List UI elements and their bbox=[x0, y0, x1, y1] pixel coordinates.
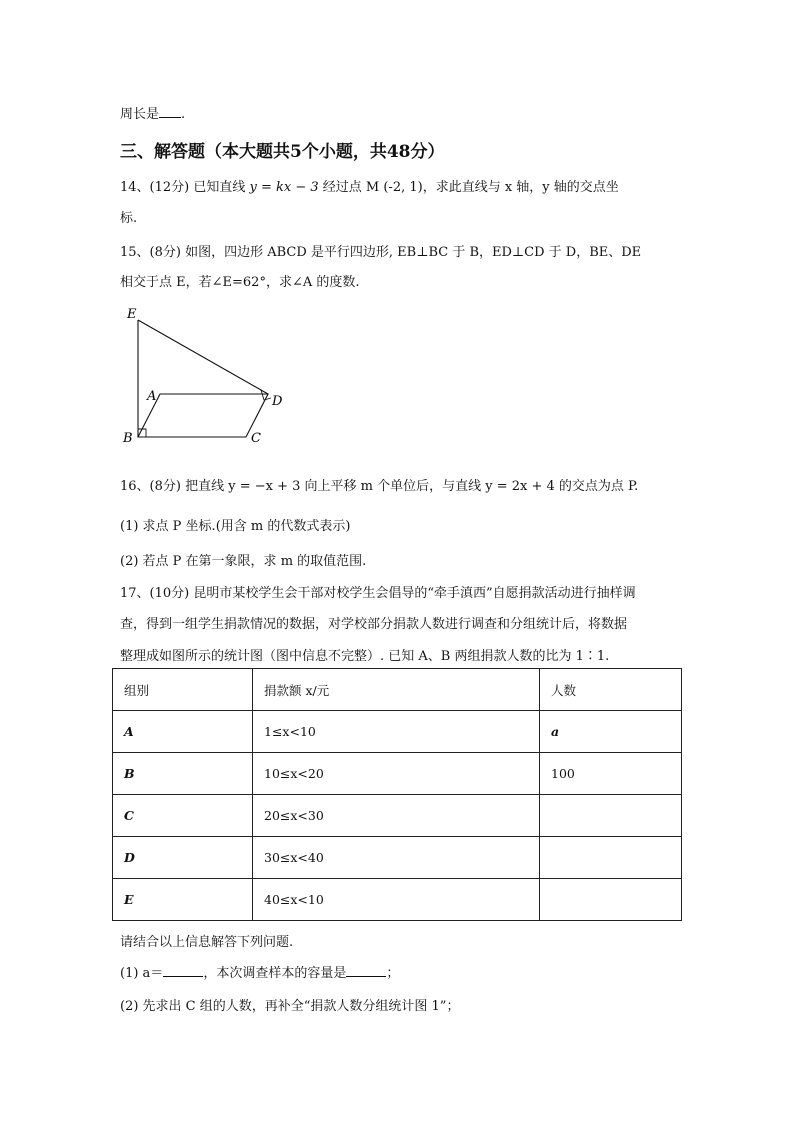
cell-amount: 40≤x<10 bbox=[253, 879, 540, 921]
q16-line1: 16、(8分) 把直线 y = −x + 3 向上平移 m 个单位后，与直线 y = 2x + 4 的交点为点 P. bbox=[120, 479, 639, 494]
header-count: 人数 bbox=[540, 669, 682, 711]
section-title: 三、解答题（本大题共5个小题，共48分） bbox=[120, 142, 445, 162]
label-D: D bbox=[272, 394, 283, 409]
cell-group: E bbox=[113, 879, 253, 921]
q17-line2: 查，得到一组学生捐款情况的数据，对学校部分捐款人数进行调查和分组统计后，将数据 bbox=[120, 617, 628, 632]
header-amount: 捐款额 x/元 bbox=[253, 669, 540, 711]
table-header-row bbox=[113, 669, 682, 711]
segment-ED bbox=[138, 320, 268, 394]
answer-blank-a[interactable] bbox=[163, 964, 203, 977]
q14-line1 bbox=[120, 176, 619, 195]
cell-amount: 10≤x<20 bbox=[253, 753, 540, 795]
after-table-line: 请结合以上信息解答下列问题. bbox=[120, 935, 294, 950]
parallelogram-figure bbox=[112, 300, 302, 450]
table-row bbox=[113, 879, 682, 921]
cell-group: D bbox=[113, 837, 253, 879]
donation-table bbox=[112, 668, 682, 921]
cell-amount: 1≤x<10 bbox=[253, 711, 540, 753]
label-C: C bbox=[251, 431, 261, 446]
cell-count bbox=[540, 795, 682, 837]
label-B: B bbox=[123, 431, 133, 446]
text: ，本次调查样本的容量是 bbox=[203, 966, 347, 981]
text: 周长是 bbox=[120, 107, 160, 122]
parallelogram-ABCD bbox=[138, 394, 268, 437]
answer-blank[interactable] bbox=[159, 105, 181, 118]
text: 14、(12分) 已知直线 bbox=[120, 180, 250, 195]
text: . bbox=[181, 107, 186, 122]
cell-count: a bbox=[540, 711, 682, 753]
q17-line1: 17、(10分) 昆明市某校学生会干部对校学生会倡导的“牵手滇西”自愿捐款活动进行抽样调 bbox=[120, 586, 636, 601]
cell-count: 100 bbox=[540, 753, 682, 795]
q17-sub2: (2) 先求出 C 组的人数，再补全“捐款人数分组统计图 1”； bbox=[120, 999, 460, 1014]
q17-sub1 bbox=[120, 962, 399, 981]
q16-part1: (1) 求点 P 坐标.(用含 m 的代数式表示) bbox=[120, 519, 351, 534]
answer-blank-sample[interactable] bbox=[346, 964, 386, 977]
label-A: A bbox=[147, 389, 157, 404]
cell-amount: 30≤x<40 bbox=[253, 837, 540, 879]
cell-amount: 20≤x<30 bbox=[253, 795, 540, 837]
cell-group: C bbox=[113, 795, 253, 837]
q16-part2: (2) 若点 P 在第一象限，求 m 的取值范围. bbox=[120, 554, 367, 569]
table-row bbox=[113, 837, 682, 879]
header-group: 组别 bbox=[113, 669, 253, 711]
cell-count bbox=[540, 879, 682, 921]
text: 经过点 M (-2, 1)，求此直线与 x 轴，y 轴的交点坐 bbox=[318, 180, 619, 195]
equation: y = kx − 3 bbox=[249, 180, 319, 195]
q15-line1: 15、(8分) 如图，四边形 ABCD 是平行四边形, EB⊥BC 于 B，ED⊥CD 于 D，BE、DE bbox=[120, 245, 642, 260]
text: (1) a＝ bbox=[120, 966, 164, 981]
table-row bbox=[113, 795, 682, 837]
cell-count bbox=[540, 837, 682, 879]
q17-line3: 整理成如图所示的统计图（图中信息不完整）. 已知 A、B 两组捐款人数的比为 1∶1. bbox=[120, 649, 610, 664]
label-E: E bbox=[127, 307, 137, 322]
line-perimeter bbox=[120, 103, 185, 122]
cell-group: A bbox=[113, 711, 253, 753]
q14-line2: 标. bbox=[120, 211, 138, 226]
cell-group: B bbox=[113, 753, 253, 795]
table-row bbox=[113, 711, 682, 753]
table-row bbox=[113, 753, 682, 795]
q15-line2: 相交于点 E，若∠E=62°，求∠A 的度数. bbox=[120, 275, 360, 290]
text: ； bbox=[386, 966, 400, 981]
